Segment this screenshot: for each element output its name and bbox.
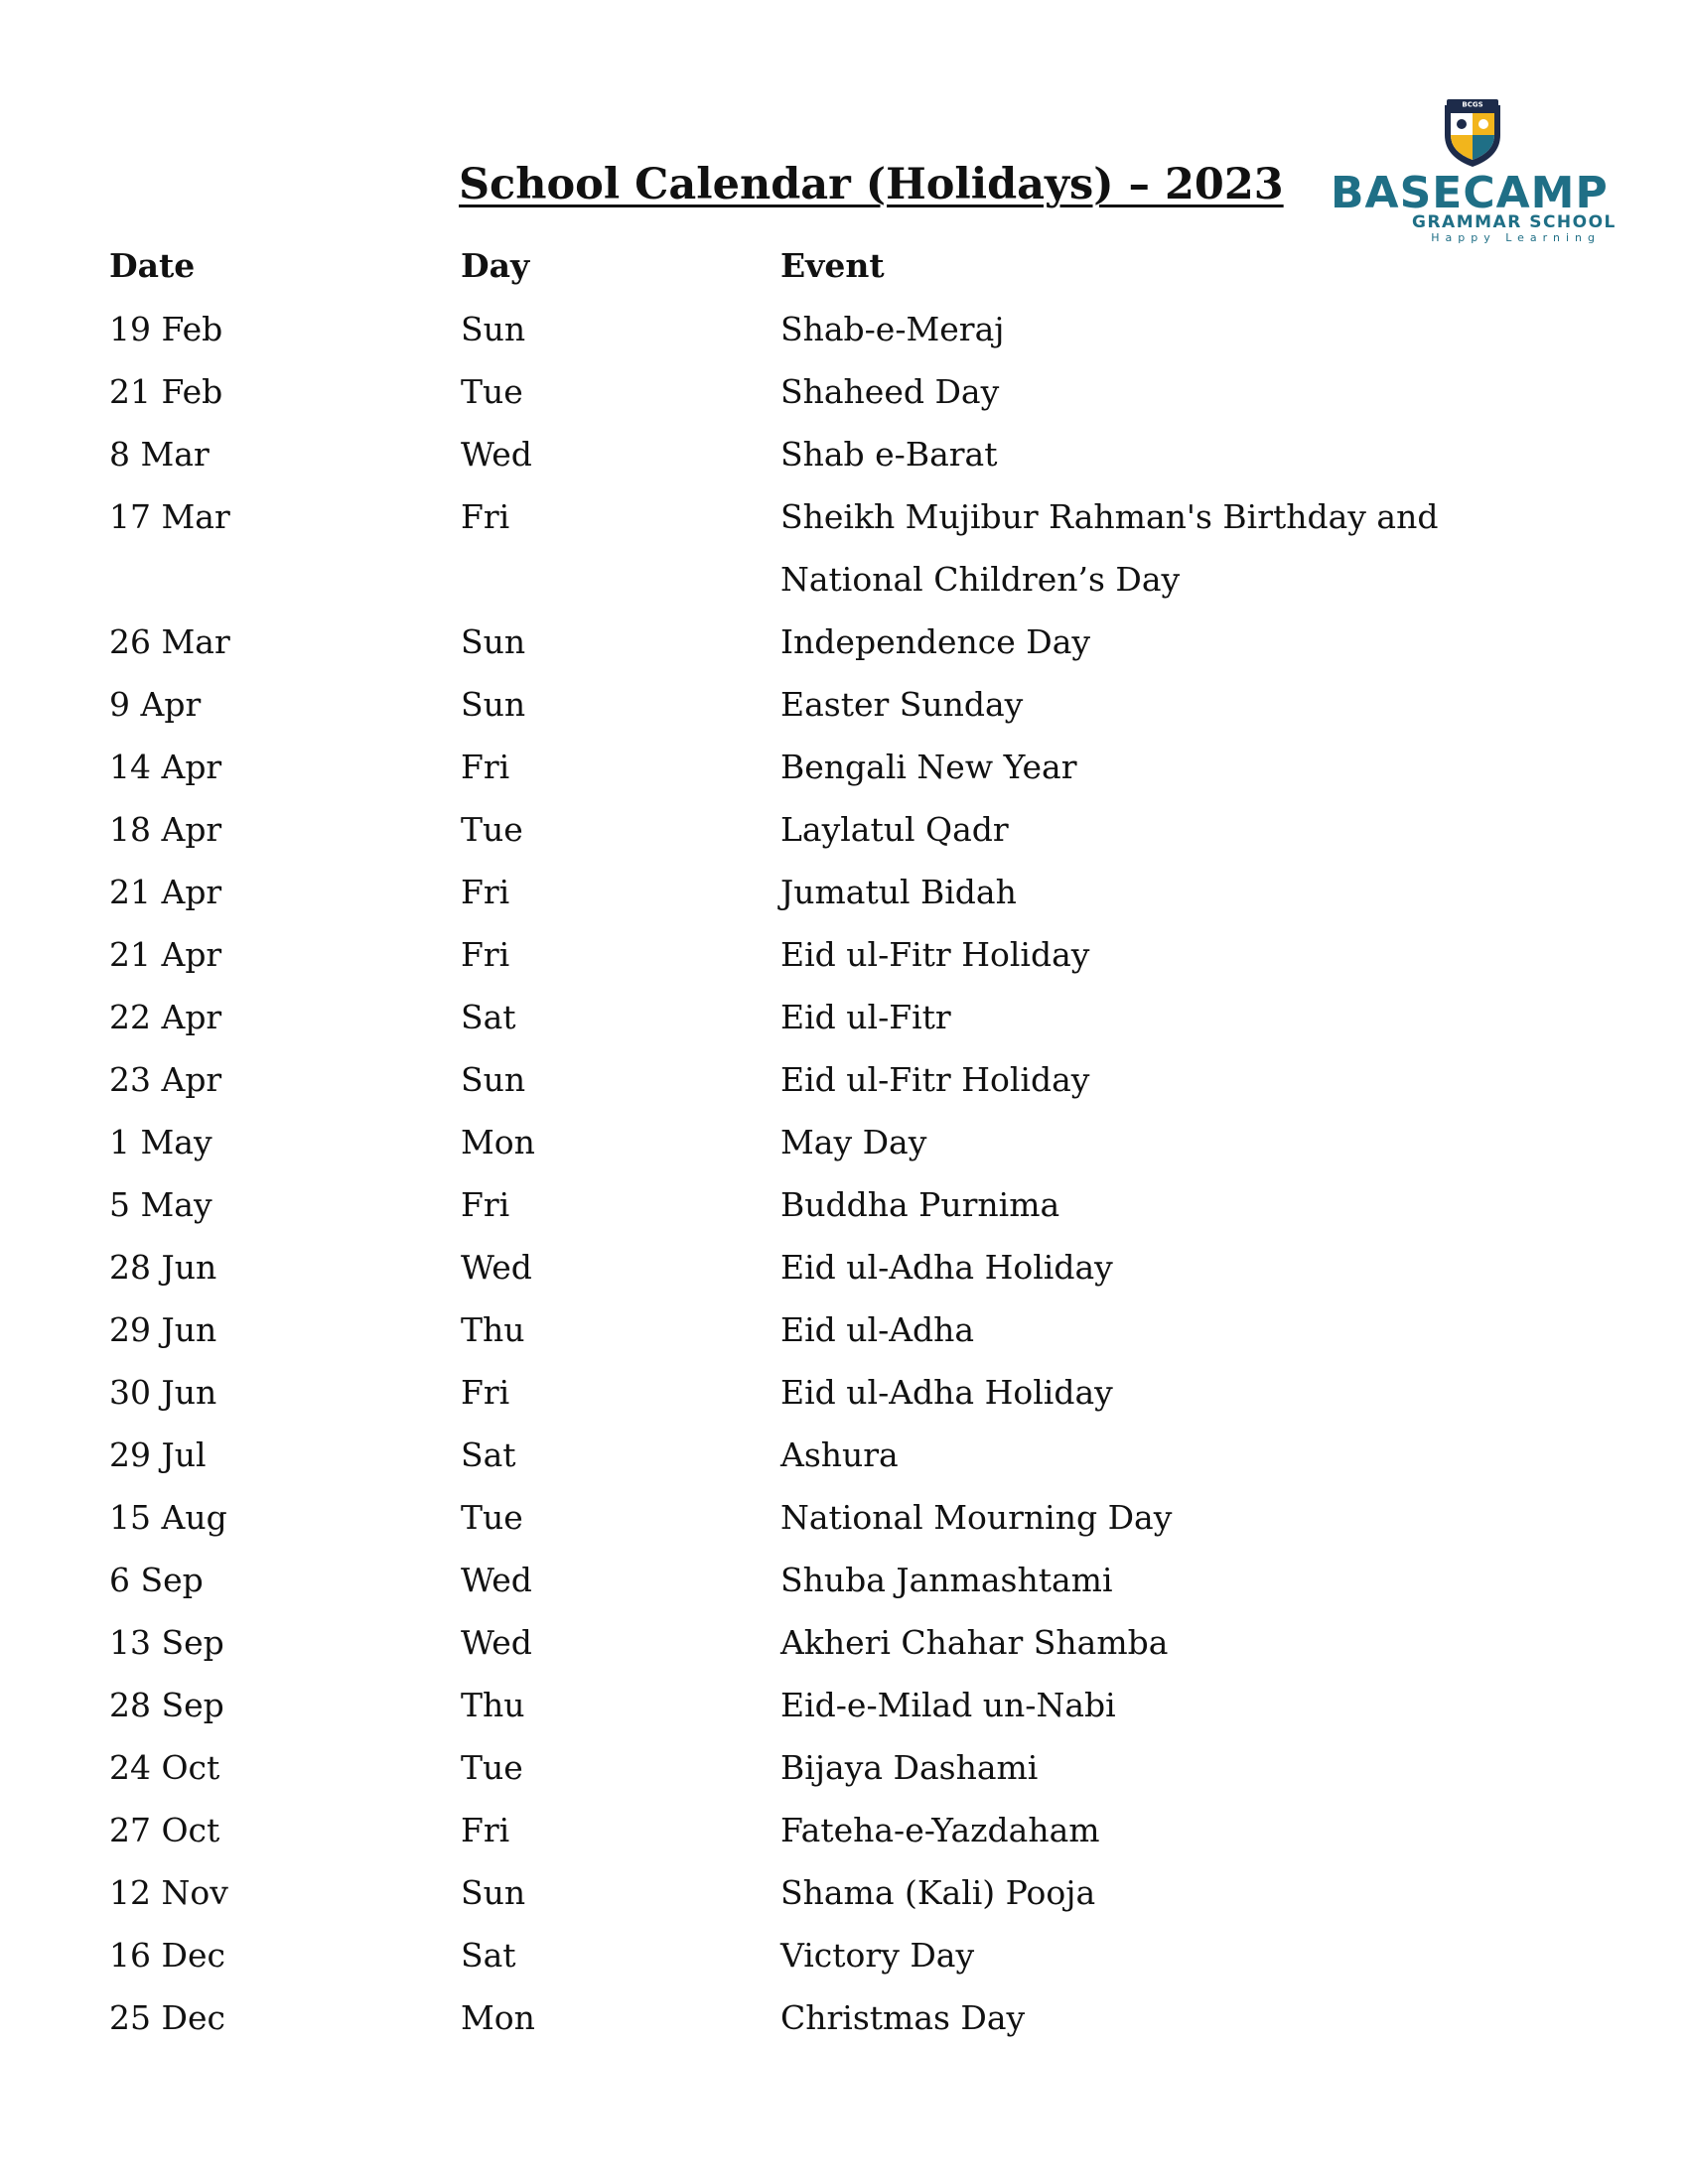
date-cell: 9 Apr — [109, 685, 202, 724]
date-cell: 26 Mar — [109, 622, 230, 661]
day-cell: Wed — [461, 1623, 532, 1662]
date-cell: 1 May — [109, 1123, 212, 1161]
table-row — [109, 923, 1579, 986]
day-cell: Fri — [461, 497, 510, 536]
event-cell: Buddha Purnima — [780, 1185, 1060, 1224]
date-cell: 17 Mar — [109, 497, 230, 536]
date-cell: 25 Dec — [109, 1998, 225, 2037]
table-row — [109, 861, 1579, 923]
date-cell: 24 Oct — [109, 1748, 220, 1787]
event-cell: Christmas Day — [780, 1998, 1026, 2037]
table-row — [109, 1424, 1579, 1486]
table-row — [109, 611, 1579, 673]
event-cell: Eid ul-Fitr — [780, 998, 951, 1036]
day-cell: Tue — [461, 1498, 523, 1537]
day-cell: Mon — [461, 1998, 535, 2037]
day-cell: Wed — [461, 435, 532, 474]
table-row — [109, 1986, 1579, 2049]
event-cell: Eid ul-Adha — [780, 1310, 975, 1349]
date-cell: 21 Apr — [109, 873, 222, 911]
date-cell: 12 Nov — [109, 1873, 228, 1912]
date-cell: 22 Apr — [109, 998, 222, 1036]
table-row — [109, 1111, 1579, 1173]
day-cell: Sat — [461, 1936, 516, 1975]
day-cell: Thu — [461, 1310, 525, 1349]
day-cell: Wed — [461, 1561, 532, 1599]
crest-text: BCGS — [1462, 100, 1483, 109]
event-cell: Independence Day — [780, 622, 1091, 661]
day-cell: Wed — [461, 1248, 532, 1287]
event-cell: Shab e-Barat — [780, 435, 998, 474]
table-row — [109, 1361, 1579, 1424]
event-cell: Shab-e-Meraj — [780, 310, 1005, 348]
event-cell: Bengali New Year — [780, 748, 1077, 786]
day-cell: Fri — [461, 935, 510, 974]
logo-wordmark: BASECAMP — [1331, 168, 1609, 218]
crest-icon — [1437, 99, 1508, 169]
table-row — [109, 1674, 1579, 1736]
page-title: School Calendar (Holidays) – 2023 — [459, 160, 1284, 209]
event-cell: Victory Day — [780, 1936, 975, 1975]
day-cell: Sun — [461, 622, 526, 661]
date-cell: 21 Feb — [109, 372, 223, 411]
holiday-table — [109, 234, 1579, 2049]
event-cell: Shaheed Day — [780, 372, 1000, 411]
table-row — [109, 1048, 1579, 1111]
day-cell: Sat — [461, 998, 516, 1036]
day-cell: Mon — [461, 1123, 535, 1161]
event-cell: Fateha-e-Yazdaham — [780, 1811, 1100, 1849]
event-cell: Shuba Janmashtami — [780, 1561, 1113, 1599]
event-cell: Eid ul-Fitr Holiday — [780, 1060, 1090, 1099]
school-logo — [1331, 99, 1617, 248]
event-cell: Easter Sunday — [780, 685, 1024, 724]
date-cell: 30 Jun — [109, 1373, 217, 1412]
table-row — [109, 360, 1579, 423]
date-cell: 29 Jul — [109, 1435, 207, 1474]
event-cell: May Day — [780, 1123, 927, 1161]
day-cell: Sun — [461, 1060, 526, 1099]
table-row — [109, 1486, 1579, 1549]
logo-subtitle: GRAMMAR SCHOOL — [1412, 212, 1617, 232]
day-cell: Tue — [461, 372, 523, 411]
date-cell: 23 Apr — [109, 1060, 222, 1099]
date-cell: 16 Dec — [109, 1936, 225, 1975]
date-cell: 14 Apr — [109, 748, 222, 786]
event-cell: Sheikh Mujibur Rahman's Birthday and National Children’s Day — [780, 497, 1439, 599]
day-cell: Sun — [461, 310, 526, 348]
table-row — [109, 298, 1579, 360]
event-cell: Eid ul-Fitr Holiday — [780, 935, 1090, 974]
table-row — [109, 1549, 1579, 1611]
date-cell: 18 Apr — [109, 810, 222, 849]
event-cell: Laylatul Qadr — [780, 810, 1009, 849]
table-row — [109, 1924, 1579, 1986]
table-header-row — [109, 234, 1579, 298]
table-row — [109, 485, 1579, 611]
logo-tagline: Happy Learning — [1431, 231, 1601, 244]
event-cell: Ashura — [780, 1435, 899, 1474]
day-cell: Fri — [461, 1185, 510, 1224]
event-cell: Shama (Kali) Pooja — [780, 1873, 1096, 1912]
date-cell: 21 Apr — [109, 935, 222, 974]
header-event: Event — [780, 246, 885, 285]
table-row — [109, 1799, 1579, 1861]
table-row — [109, 1236, 1579, 1298]
day-cell: Sat — [461, 1435, 516, 1474]
day-cell: Fri — [461, 1373, 510, 1412]
day-cell: Sun — [461, 685, 526, 724]
event-cell: Eid ul-Adha Holiday — [780, 1248, 1113, 1287]
event-cell: Eid-e-Milad un-Nabi — [780, 1686, 1116, 1724]
date-cell: 29 Jun — [109, 1310, 217, 1349]
table-body — [109, 298, 1579, 2049]
date-cell: 5 May — [109, 1185, 212, 1224]
table-row — [109, 423, 1579, 485]
event-cell: Bijaya Dashami — [780, 1748, 1039, 1787]
table-row — [109, 736, 1579, 798]
date-cell: 6 Sep — [109, 1561, 204, 1599]
date-cell: 13 Sep — [109, 1623, 224, 1662]
day-cell: Tue — [461, 1748, 523, 1787]
date-cell: 28 Jun — [109, 1248, 217, 1287]
day-cell: Fri — [461, 748, 510, 786]
table-row — [109, 1173, 1579, 1236]
day-cell: Fri — [461, 873, 510, 911]
event-cell: Eid ul-Adha Holiday — [780, 1373, 1113, 1412]
table-row — [109, 1611, 1579, 1674]
day-cell: Thu — [461, 1686, 525, 1724]
table-row — [109, 1736, 1579, 1799]
event-cell: National Mourning Day — [780, 1498, 1173, 1537]
table-row — [109, 1298, 1579, 1361]
day-cell: Fri — [461, 1811, 510, 1849]
day-cell: Sun — [461, 1873, 526, 1912]
date-cell: 27 Oct — [109, 1811, 220, 1849]
date-cell: 28 Sep — [109, 1686, 224, 1724]
date-cell: 19 Feb — [109, 310, 223, 348]
date-cell: 15 Aug — [109, 1498, 227, 1537]
header-date: Date — [109, 246, 196, 285]
table-row — [109, 673, 1579, 736]
event-cell: Akheri Chahar Shamba — [780, 1623, 1169, 1662]
date-cell: 8 Mar — [109, 435, 210, 474]
header-day: Day — [461, 246, 530, 285]
event-cell: Jumatul Bidah — [780, 873, 1017, 911]
day-cell: Tue — [461, 810, 523, 849]
table-row — [109, 986, 1579, 1048]
table-row — [109, 1861, 1579, 1924]
table-row — [109, 798, 1579, 861]
